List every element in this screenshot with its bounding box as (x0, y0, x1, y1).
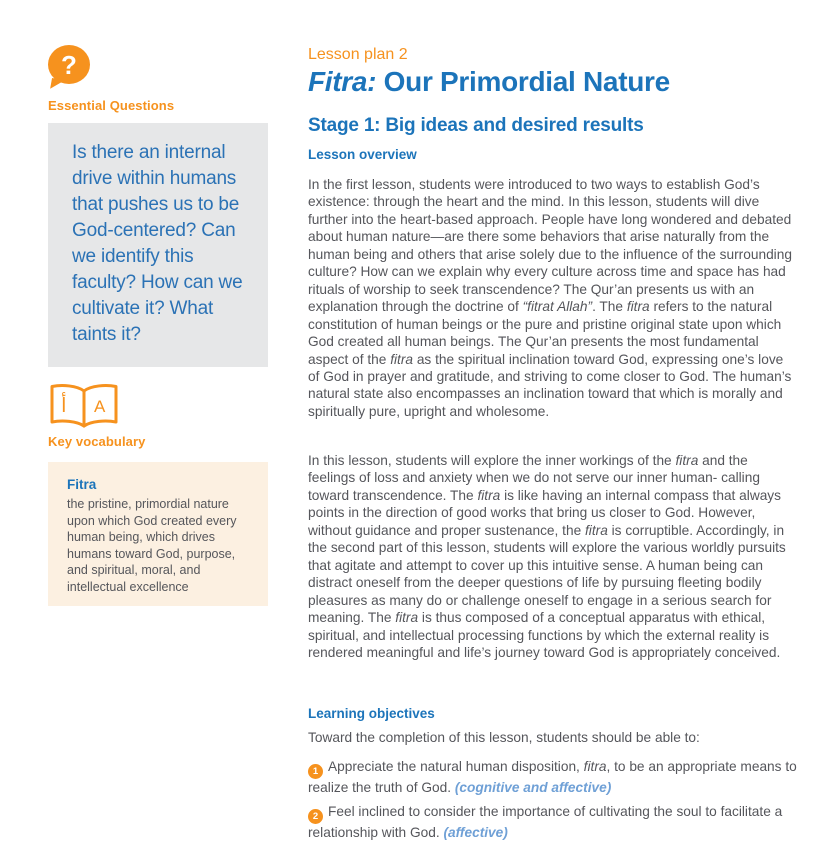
objective-item-1 (308, 758, 798, 796)
page-title: Fitra: Our Primordial Nature (308, 66, 670, 97)
stage-heading: Stage 1: Big ideas and desired results (308, 115, 644, 136)
essential-questions-box (48, 123, 268, 367)
objective-number-badge-2: 2 (308, 809, 323, 824)
key-vocabulary-label: Key vocabulary (48, 434, 146, 449)
objective-item-2 (308, 803, 798, 841)
lesson-overview-heading: Lesson overview (308, 147, 417, 162)
vocab-term: Fitra (67, 477, 97, 492)
overview-paragraph-2: In this lesson, students will explore the inner workings of the fitra and the feelings of loss and anxiety when we do not serve our inner human- calling toward transcendence. The fitra is like having an internal compass that always points in the direction of good works that bring us closer to God. However, without guidance and proper sustenance, the fitra is corruptible. Accordingly, in the second part of this lesson, students will explore the various worldly pursuits that agitate and attempt to cover up this intuitive sense. A human being can distract oneself from the deeper questions of life by pursuing fleeting bodily pleasures as many do or challenge oneself to engage in a serious search for meaning. The fitra is thus composed of a conceptual apparatus with ethical, spiritual, and intellectual processing functions by which the external reality is rendered meaningful and life’s journey toward God is appropriately conceived. (308, 453, 786, 660)
objective-text-1: Appreciate the natural human disposition, fitra, to be an appropriate means to realize the truth of God. (cognitive and affective) (308, 759, 797, 795)
open-book-translation-icon (48, 382, 120, 430)
arabic-letter-glyph: أ (61, 393, 67, 417)
essential-question-text: Is there an internal drive within humans that pushes us to be God-centered? Can we identify this faculty? How can we cultivate it? What taints it? (72, 142, 243, 345)
overview-paragraph-1: In the first lesson, students were introduced to two ways to establish God’s existence: through the heart and the mind. In this lesson, students will dive further into the heart-based approach. People have long wondered and debated about human nature—are there some behaviors that arise naturally from the human being and others that arise solely due to the influence of the surrounding culture? How can we explain why every culture across time and space has had rituals of worship to seek transcendence? The Qur’an presents us with an explanation through the doctrine of “fitrat Allah”. The fitra refers to the natural constitution of human beings or the pure and pristine original state upon which God created all human beings. The Qur’an presents the most fundamental aspect of the fitra as the spiritual inclination toward God, expressing one’s love of God in prayer and gratitude, and striving to come closer to God. The human’s natural state also encompasses an inclination toward that which is morally and spiritually pure, upright and wholesome. (308, 177, 792, 419)
question-mark-glyph: ? (61, 49, 77, 80)
learning-objectives-heading: Learning objectives (308, 706, 435, 721)
lesson-plan-eyebrow: Lesson plan 2 (308, 46, 408, 63)
objective-number-badge-1: 1 (308, 764, 323, 779)
essential-questions-label: Essential Questions (48, 98, 175, 113)
objective-text-2: Feel inclined to consider the importance of cultivating the soul to facilitate a relationship with God. (affective) (308, 804, 783, 840)
vocab-definition: the pristine, primordial nature upon which God created every human being, which drives humans toward God, purpose, and spiritual, moral, and intellectual excellence (67, 497, 237, 594)
objectives-lead-text: Toward the completion of this lesson, students should be able to: (308, 730, 700, 745)
latin-letter-glyph: A (94, 397, 106, 416)
question-speech-bubble-icon (48, 45, 90, 84)
key-vocabulary-box (48, 462, 268, 606)
